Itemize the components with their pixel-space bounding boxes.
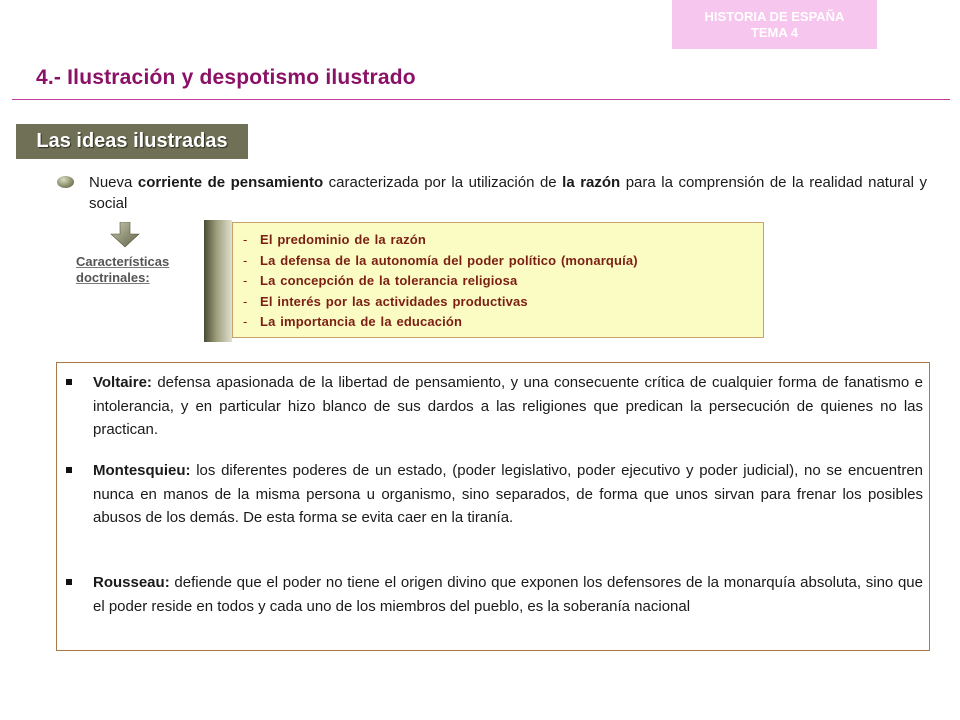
slide-title: 4.- Ilustración y despotismo ilustrado [36,66,416,89]
title-divider [12,99,950,100]
thinker-text [93,371,923,442]
features-label-line2: doctrinales: [76,270,150,285]
features-label-line1: Características [76,254,170,269]
feature-item: - El predominio de la razón [243,232,426,247]
features-side-bar [204,220,232,342]
intro-text-3: para la comprensión de la realidad natural y social [89,174,927,212]
intro-bold-2: la razón [562,174,621,191]
thinker-text [93,459,923,530]
thinker-description: defensa apasionada de la libertad de pensamiento, y una consecuente crítica de cualquier forma de fanatismo e intolerancia, y en particular hizo blanco de sus dardos a las religiones que predican la persecución de quienes no las practican. [93,374,923,438]
thinker-description: defiende que el poder no tiene el origen divino que exponen los defensores de la monarquía absoluta, sino que el poder reside en todos y cada uno de los miembros del pueblo, es la soberanía nacional [93,574,923,615]
intro-text-1: Nueva [89,174,138,191]
intro-text-2: caracterizada por la utilización de [323,174,563,191]
down-arrow-icon [110,222,140,248]
thinker-name: Voltaire: [93,374,152,391]
course-tag-unit: TEMA 4 [750,24,799,40]
features-label [76,254,169,286]
square-bullet-icon [66,579,72,585]
oval-bullet-icon [57,176,74,188]
thinker-name: Montesquieu: [93,462,191,479]
feature-text: El interés por las actividades productivas [260,293,528,309]
feature-text: La concepción de la tolerancia religiosa [260,273,518,288]
features-list [233,223,763,333]
feature-text: La importancia de la educación [260,314,463,329]
intro-bold-1: corriente de pensamiento [137,174,324,191]
feature-item: - La importancia de la educación [243,314,463,329]
feature-item: - La concepción de la tolerancia religiosa [243,273,518,288]
course-tag-subject: HISTORIA DE ESPAÑA [704,8,845,24]
thinkers-box [56,362,930,651]
feature-item: - El interés por las actividades productivas [243,293,528,309]
features-box [232,222,764,338]
square-bullet-icon [66,467,72,473]
feature-text: El predominio de la razón [260,232,426,247]
course-tag [672,0,877,49]
feature-text: La defensa de la autonomía del poder político (monarquía) [260,252,638,268]
thinker-name: Rousseau: [93,574,170,591]
square-bullet-icon [66,379,72,385]
intro-paragraph [89,172,927,214]
thinker-text [93,571,923,618]
feature-item: - La defensa de la autonomía del poder político (monarquía) [243,252,638,268]
section-heading: Las ideas ilustradas [16,124,248,159]
thinker-description: los diferentes poderes de un estado, (poder legislativo, poder ejecutivo y poder judicial), no se encuentren nunca en manos de la misma persona u organismo, sino separados, de forma que unos sirvan para frenar los posibles abusos de los demás. De esta forma se evita caer en la tiranía. [93,462,923,526]
